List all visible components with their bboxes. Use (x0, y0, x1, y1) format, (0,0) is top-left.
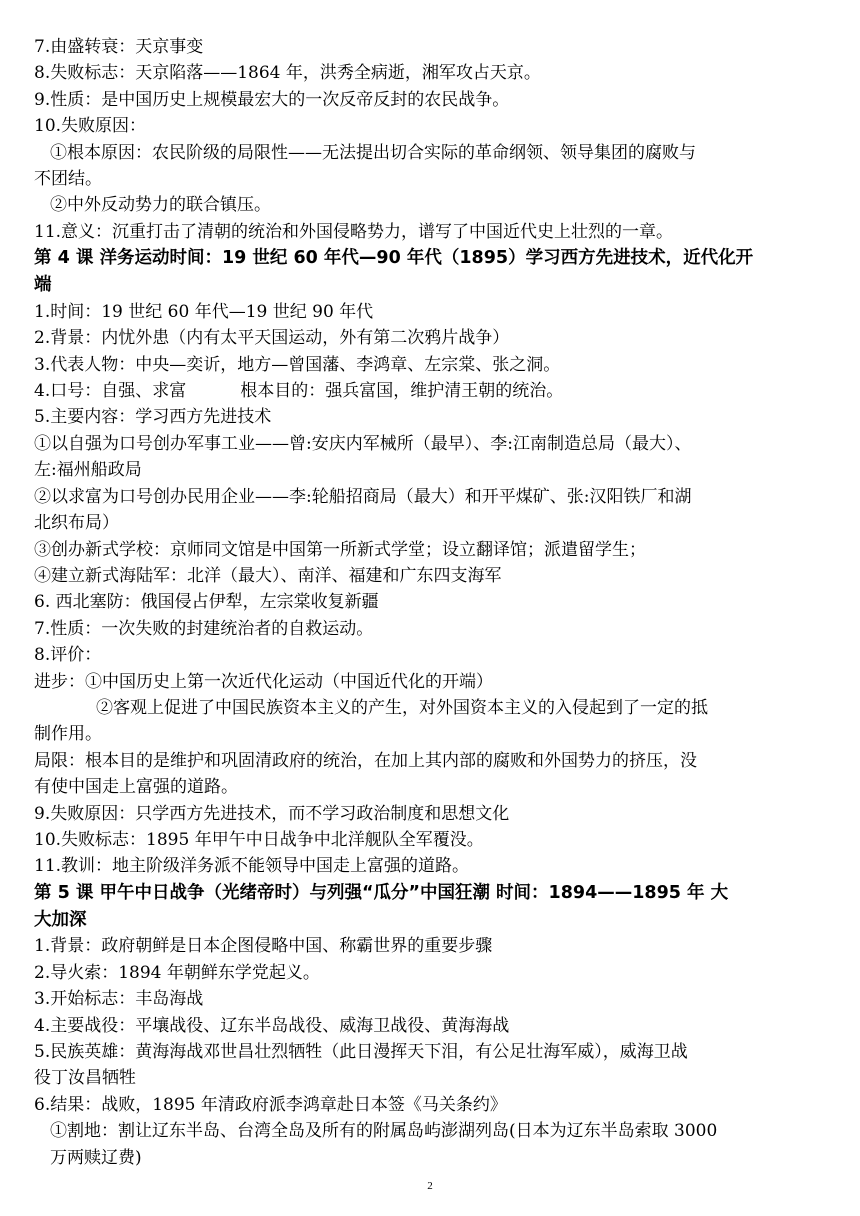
text-line: 役丁汝昌牺牲 (34, 1068, 136, 1089)
text-line: 6. 西北塞防：俄国侵占伊犁，左宗棠收复新疆 (34, 592, 379, 613)
text-line: 2.背景：内忧外患（内有太平天国运动，外有第二次鸦片战争） (34, 328, 510, 349)
text-line: 7.性质：一次失败的封建统治者的自救运动。 (34, 618, 374, 639)
text-line: 万两赎辽费) (50, 1147, 142, 1168)
text-line: ①割地：割让辽东半岛、台湾全岛及所有的附属岛屿澎湖列岛(日本为辽东半岛索取 3000 (50, 1121, 718, 1142)
lesson-4-heading: 第 4 课 洋务运动时间：19 世纪 60 年代—90 年代（1895）学习西方先进技术，近代化开 (34, 248, 754, 269)
text-line: 3.代表人物：中央—奕䜣，地方—曾国藩、李鸿章、左宗棠、张之洞。 (34, 354, 561, 375)
text-line: 10.失败原因： (34, 116, 147, 137)
text-line: ②以求富为口号创办民用企业——李:轮船招商局（最大）和开平煤矿、张:汉阳铁厂和湖 (34, 486, 692, 507)
text-line: ②中外反动势力的联合镇压。 (50, 195, 271, 216)
text-line: 6.结果：战败，1895 年清政府派李鸿章赴日本签《马关条约》 (34, 1094, 507, 1115)
text-line: ④建立新式海陆军：北洋（最大）、南洋、福建和广东四支海军 (34, 565, 502, 586)
text-line: 1.时间：19 世纪 60 年代—19 世纪 90 年代 (34, 301, 374, 322)
text-line: 1.背景：政府朝鲜是日本企图侵略中国、称霸世界的重要步骤 (34, 936, 493, 957)
text-line: 11.意义：沉重打击了清朝的统治和外国侵略势力，谱写了中国近代史上壮烈的一章。 (34, 221, 674, 242)
text-line: 左:福州船政局 (34, 460, 142, 481)
text-line: 7.由盛转衰：天京事变 (34, 37, 204, 57)
text-line: ①以自强为口号创办军事工业——曾:安庆内军械所（最早）、李:江南制造总局（最大）、 (34, 433, 692, 454)
text-line: 5.主要内容：学习西方先进技术 (34, 407, 272, 428)
text-line: 不团结。 (34, 169, 102, 190)
text-line: 5.民族英雄：黄海海战邓世昌壮烈牺牲（此日漫挥天下泪，有公足壮海军威），威海卫战 (34, 1042, 688, 1062)
text-line: 进步：①中国历史上第一次近代化运动（中国近代化的开端） (34, 671, 493, 692)
text-line: 局限：根本目的是维护和巩固清政府的统治，在加上其内部的腐败和外国势力的挤压，没 (34, 750, 697, 771)
page-number: 2 (427, 1180, 433, 1192)
text-line: 11.教训：地主阶级洋务派不能领导中国走上富强的道路。 (34, 856, 470, 877)
text-line: 3.开始标志：丰岛海战 (34, 989, 204, 1010)
text-line: 8.失败标志：天京陷落——1864 年，洪秀全病逝，湘军攻占天京。 (34, 63, 541, 84)
lesson-4-heading-cont: 端 (34, 275, 52, 296)
text-line: ②客观上促进了中国民族资本主义的产生，对外国资本主义的入侵起到了一定的抵 (96, 697, 708, 718)
document-body (34, 34, 826, 1171)
text-line: 制作用。 (34, 724, 102, 745)
text-line: 4.口号：自强、求富 根本目的：强兵富国，维护清王朝的统治。 (34, 381, 564, 402)
text-line: 9.失败原因：只学西方先进技术，而不学习政治制度和思想文化 (34, 803, 510, 824)
lesson-5-heading-cont: 大加深 (34, 909, 87, 930)
text-line: ①根本原因：农民阶级的局限性——无法提出切合实际的革命纲领、领导集团的腐败与 (50, 142, 696, 163)
text-line: 2.导火索：1894 年朝鲜东学党起义。 (34, 962, 320, 983)
text-line: 4.主要战役：平壤战役、辽东半岛战役、威海卫战役、黄海海战 (34, 1015, 510, 1036)
text-line: 北织布局） (34, 513, 119, 534)
text-line: 8.评价： (34, 645, 102, 666)
text-line: 有使中国走上富强的道路。 (34, 777, 238, 798)
text-line: 10.失败标志：1895 年甲午中日战争中北洋舰队全军覆没。 (34, 829, 484, 850)
lesson-5-heading: 第 5 课 甲午中日战争（光绪帝时）与列强“瓜分”中国狂潮 时间：1894——1895 年 大 (34, 882, 729, 903)
text-line: 9.性质：是中国历史上规模最宏大的一次反帝反封的农民战争。 (34, 89, 510, 110)
text-line: ③创办新式学校：京师同文馆是中国第一所新式学堂；设立翻译馆；派遣留学生； (34, 539, 646, 560)
